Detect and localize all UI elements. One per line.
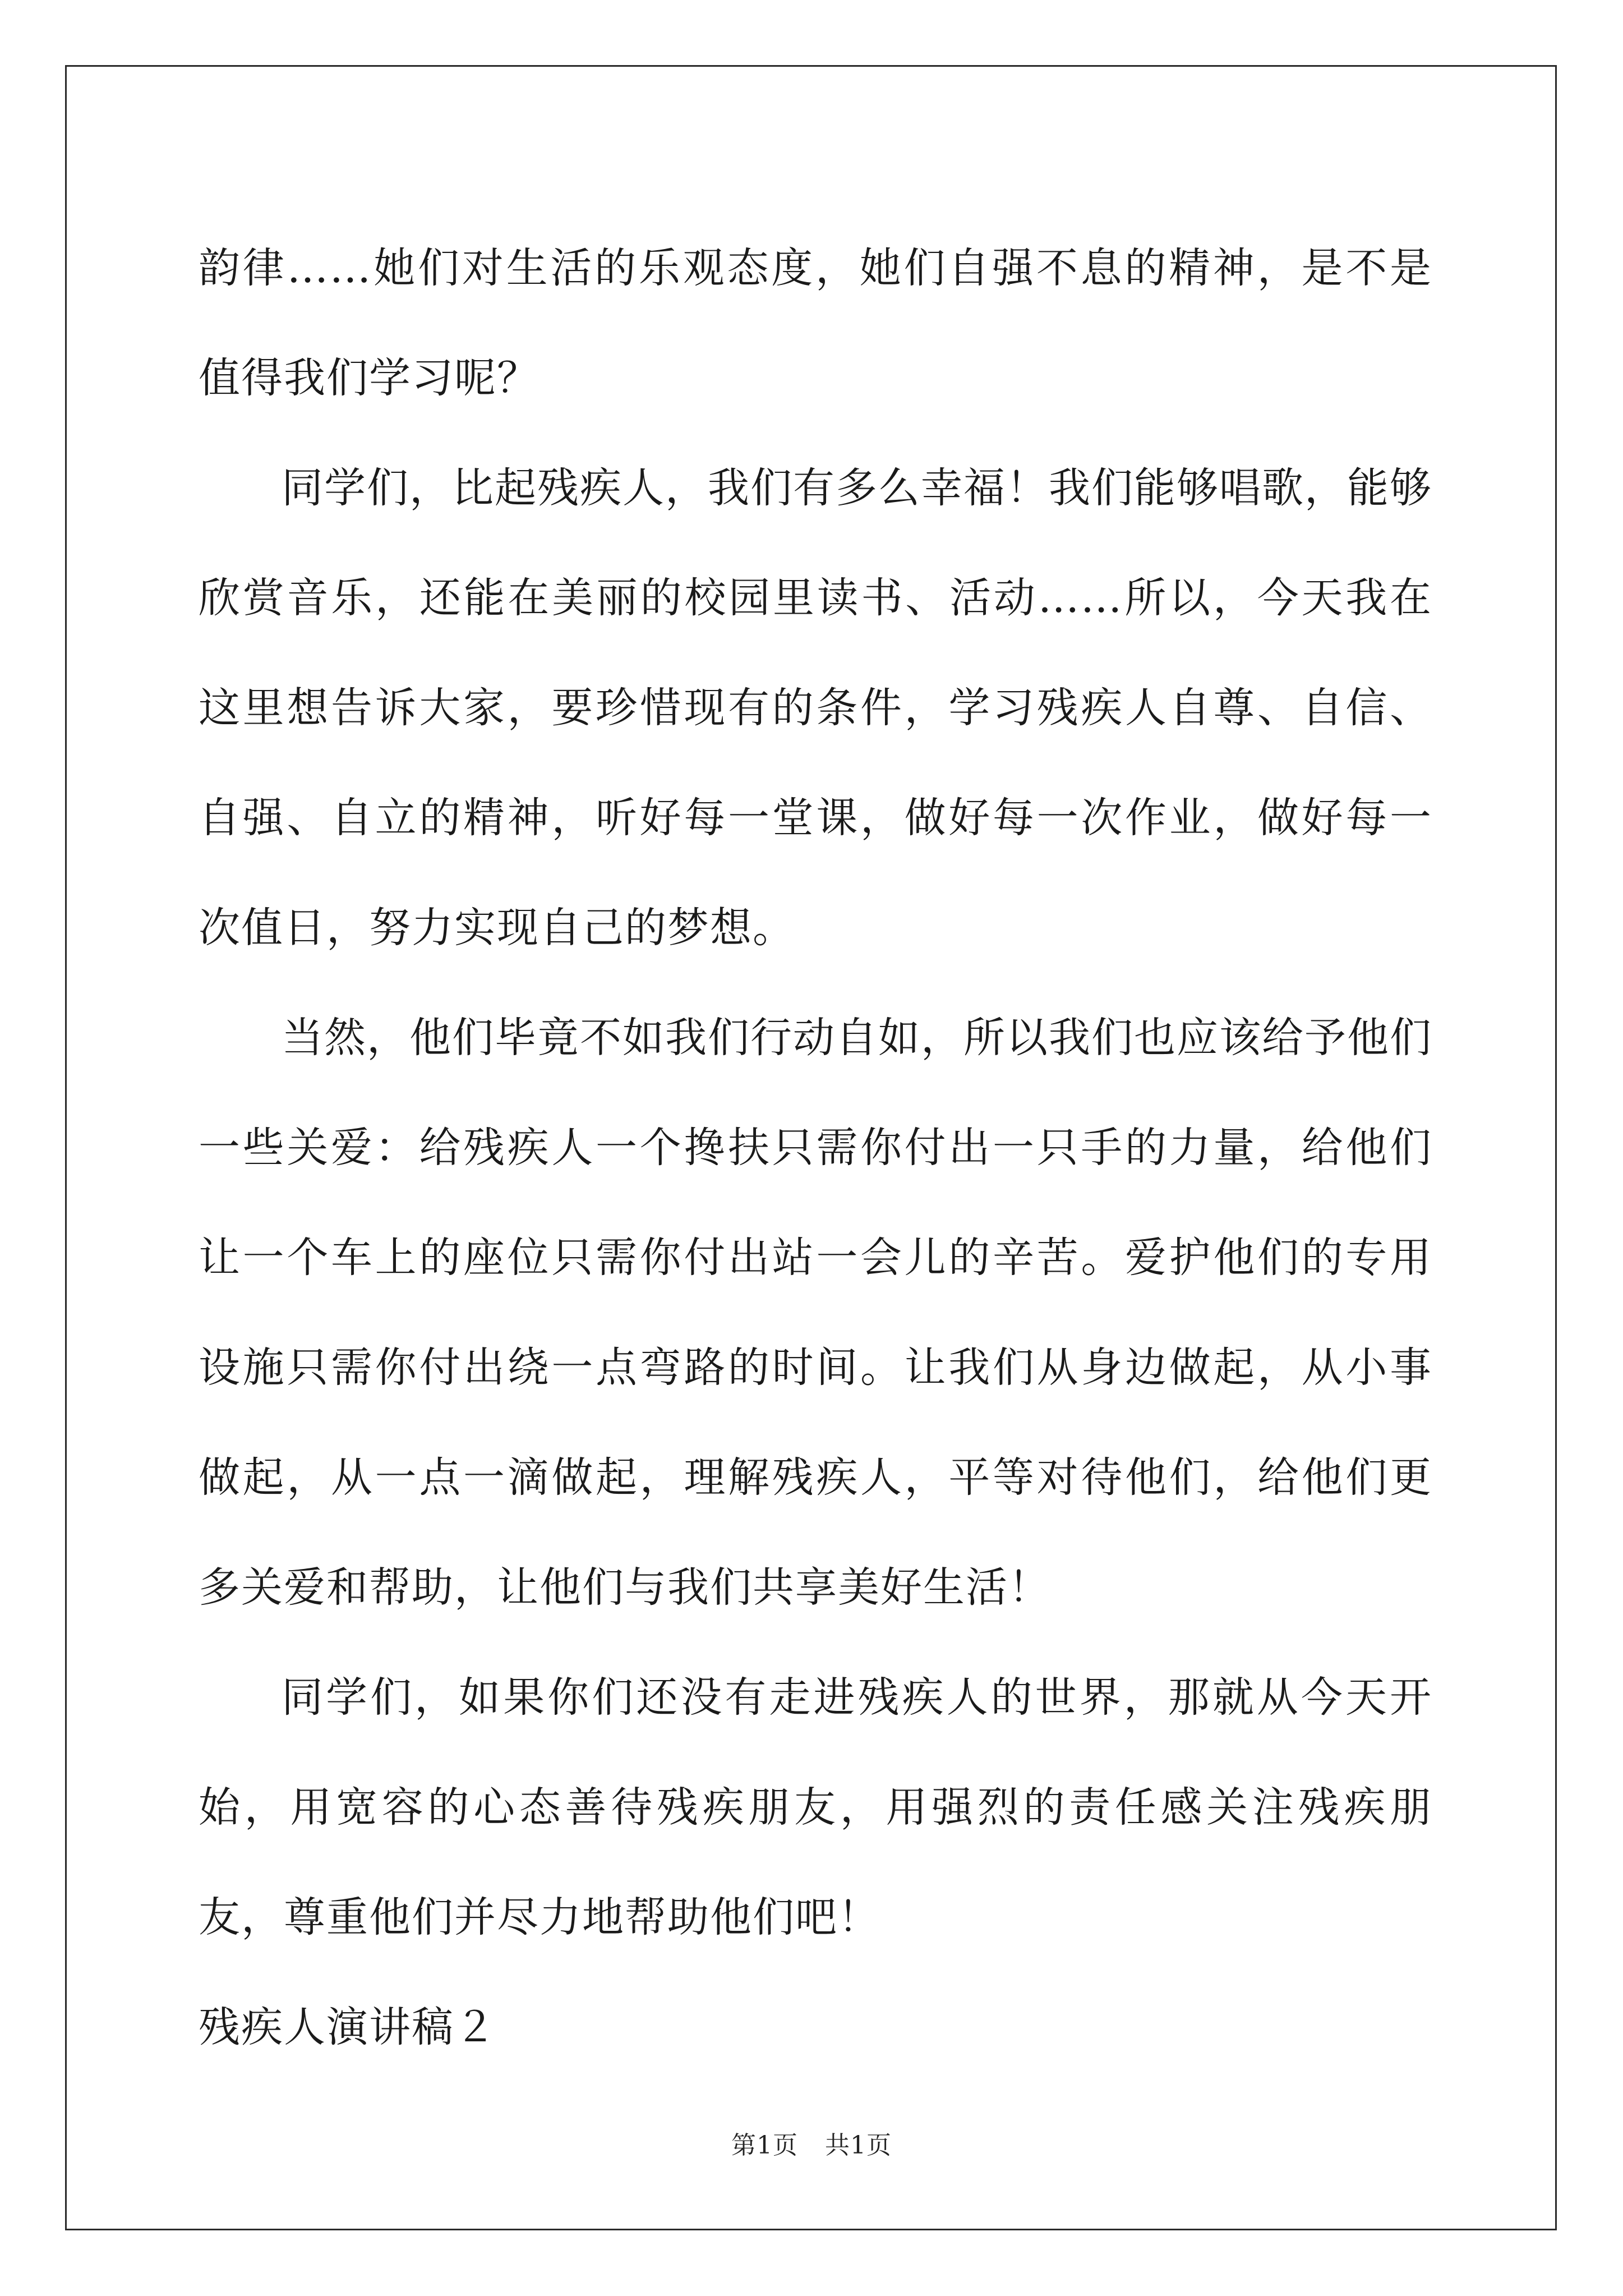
page-number: 第1页 (731, 2131, 798, 2160)
page-total: 共1页 (825, 2131, 892, 2160)
paragraph-1: 韵律……她们对生活的乐观态度，她们自强不息的精神，是不是值得我们学习呢？ (199, 244, 1432, 402)
paragraph-4: 同学们，如果你们还没有走进残疾人的世界，那就从今天开始，用宽容的心态善待残疾朋友，用强烈的责任感关注残疾朋友，尊重他们并尽力地帮助他们吧！ (199, 1673, 1432, 1941)
document-body (199, 213, 1432, 2082)
section-heading: 残疾人演讲稿２ (199, 2003, 497, 2051)
paragraph-3: 当然，他们毕竟不如我们行动自如，所以我们也应该给予他们一些关爱：给残疾人一个搀扶只需你付出一只手的力量，给他们让一个车上的座位只需你付出站一会儿的辛苦。爱护他们的专用设施只需你付出绕一点弯路的时间。让我们从身边做起，从小事做起，从一点一滴做起，理解残疾人，平等对待他们，给他们更多关爱和帮助，让他们与我们共享美好生活！ (199, 1014, 1432, 1612)
paragraph-2: 同学们，比起残疾人，我们有多么幸福！我们能够唱歌，能够欣赏音乐，还能在美丽的校园里读书、活动……所以，今天我在这里想告诉大家，要珍惜现有的条件，学习残疾人自尊、自信、自强、自立的精神，听好每一堂课，做好每一次作业，做好每一次值日，努力实现自己的梦想。 (199, 464, 1432, 952)
page-footer (0, 2125, 1623, 2161)
